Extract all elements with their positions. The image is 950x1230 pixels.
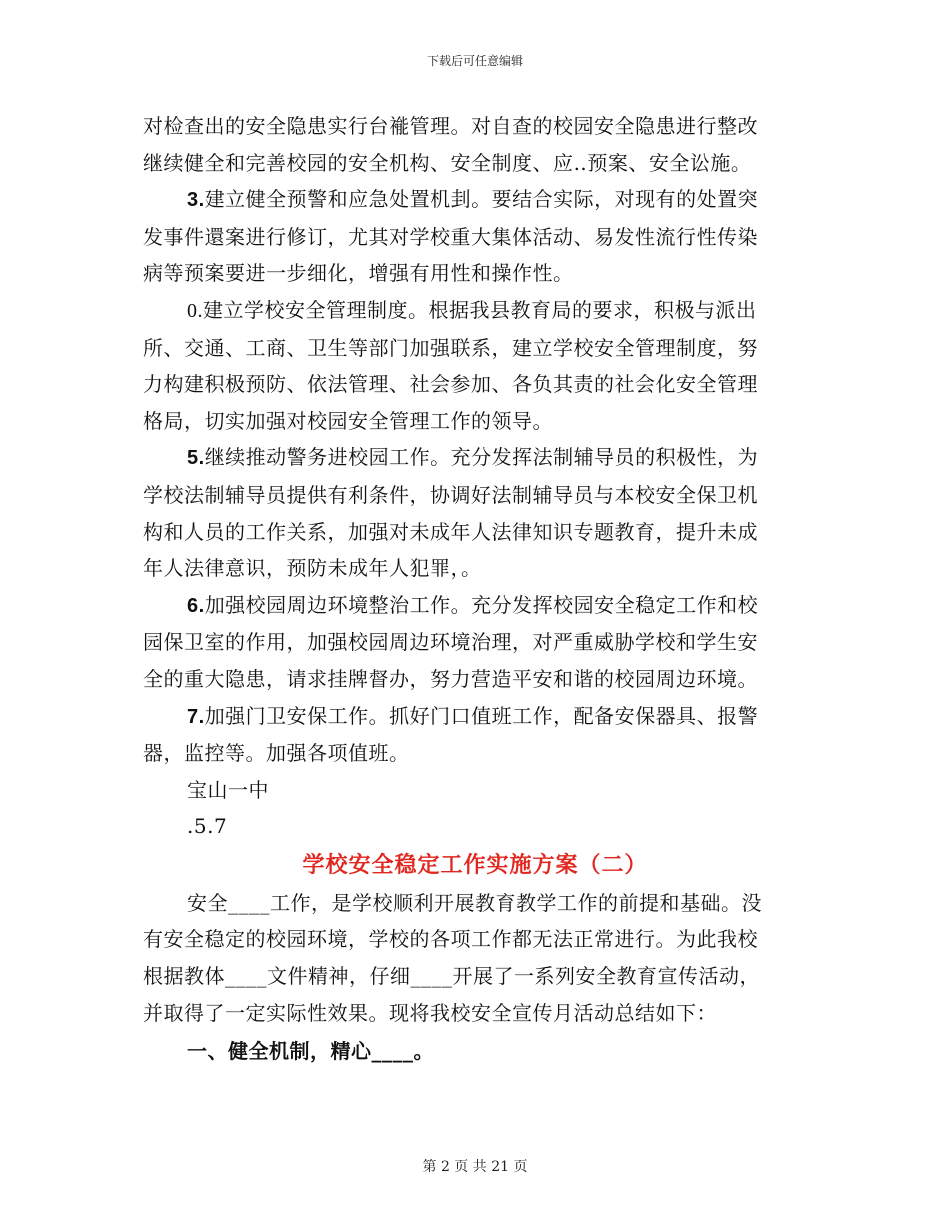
text-line: 并取得了一定实际性效果。现将我校安全宣传月活动总结如下： [143, 1000, 717, 1025]
text-line: 病等预案要进一步细化，增强有用性和操作性。 [143, 261, 574, 286]
text-line: 器，监控等。加强各项值班。 [143, 741, 410, 766]
paragraph-item-0 [143, 292, 807, 439]
text-line: 年人法律意识，预防未成年人犯罪，。 [143, 556, 482, 581]
text-line: 加强校园周边环境整治工作。充分发挥校园安全稳定工作和校 [204, 592, 759, 617]
item-number: 5. [187, 447, 205, 470]
page-footer: 第 2 页 共 21 页 [422, 1159, 528, 1175]
section-intro [143, 885, 807, 1031]
signature-date: .5.7 [187, 814, 228, 839]
text-line: 园保卫室的作用，加强校园周边环境治理，对严重威胁学校和学生安 [143, 630, 758, 655]
paragraph-item-3 [143, 181, 807, 292]
text-line: 继续推动警务进校园工作。充分发挥法制辅导员的积极性，为 [204, 445, 759, 470]
signature-org: 宝山一中 [187, 777, 269, 802]
item-number: 7. [187, 705, 205, 728]
text-line: 加强门卫安保工作。抓好门口值班工作，配备安保器具、报警 [204, 703, 759, 728]
document-body [143, 108, 807, 1070]
text-line: 构和人员的工作关系，加强对未成年人法律知识专题教育，提升未成 [143, 519, 758, 544]
text-line: 学校法制辅导员提供有利条件，协调好法制辅导员与本校安全保卫机 [143, 482, 758, 507]
text-line: 建立健全预警和应急处置机刲。要结合实际，对现有的处置突 [204, 187, 759, 212]
paragraph-item-6 [143, 587, 807, 698]
item-number: 3. [187, 189, 205, 212]
text-line: 根据教体____文件精神，仔细____开展了一系列安全教育宣传活动， [143, 964, 760, 989]
item-number: 6. [187, 594, 205, 617]
paragraph-item-5 [143, 439, 807, 586]
text-line: 发事件還案进行修订，尤其对学校重大集体活动、易发性流行性传染 [143, 224, 758, 249]
text-line: 安全____工作，是学校顺利开展教育教学工作的前提和基础。没 [187, 890, 762, 915]
text-line: 格局，切实加强对校园安全管理工作的领导。 [143, 408, 553, 433]
text-line: 建立学校安全管理制度。根据我县教育局的要求，积极与派出 [203, 297, 757, 322]
text-line: 有安全稳定的校园环境，学校的各项工作都无法正常进行。为此我校 [143, 927, 758, 952]
section-title: 学校安全稳定工作实施方案（二） [302, 851, 648, 878]
page-header: 下载后可任意编辑 [426, 54, 523, 68]
text-line: 力构建积极预防、依法管理、社会参加、各负其责的社会化安全管理 [143, 372, 758, 397]
text-line: 继续健全和完善校园的安全机构、安全制度、应‥预案、安全讼施。 [143, 150, 752, 175]
paragraph-continuation [143, 108, 807, 181]
text-line: 对检查出的安全隐患实行台褦管理。对自查的校园安全隐患进行整改 [143, 114, 758, 138]
text-line: 全的重大隐患，请求挂牌督办，努力营造平安和谐的校园周边环境。 [143, 666, 758, 691]
paragraph-item-7 [143, 698, 807, 772]
text-line: 所、交通、工商、卫生等部门加强联系，建立学校安全管理制度，努 [143, 335, 758, 360]
item-number: 0. [187, 299, 203, 322]
section-heading: 一、健全机制，精心____。 [187, 1039, 434, 1064]
